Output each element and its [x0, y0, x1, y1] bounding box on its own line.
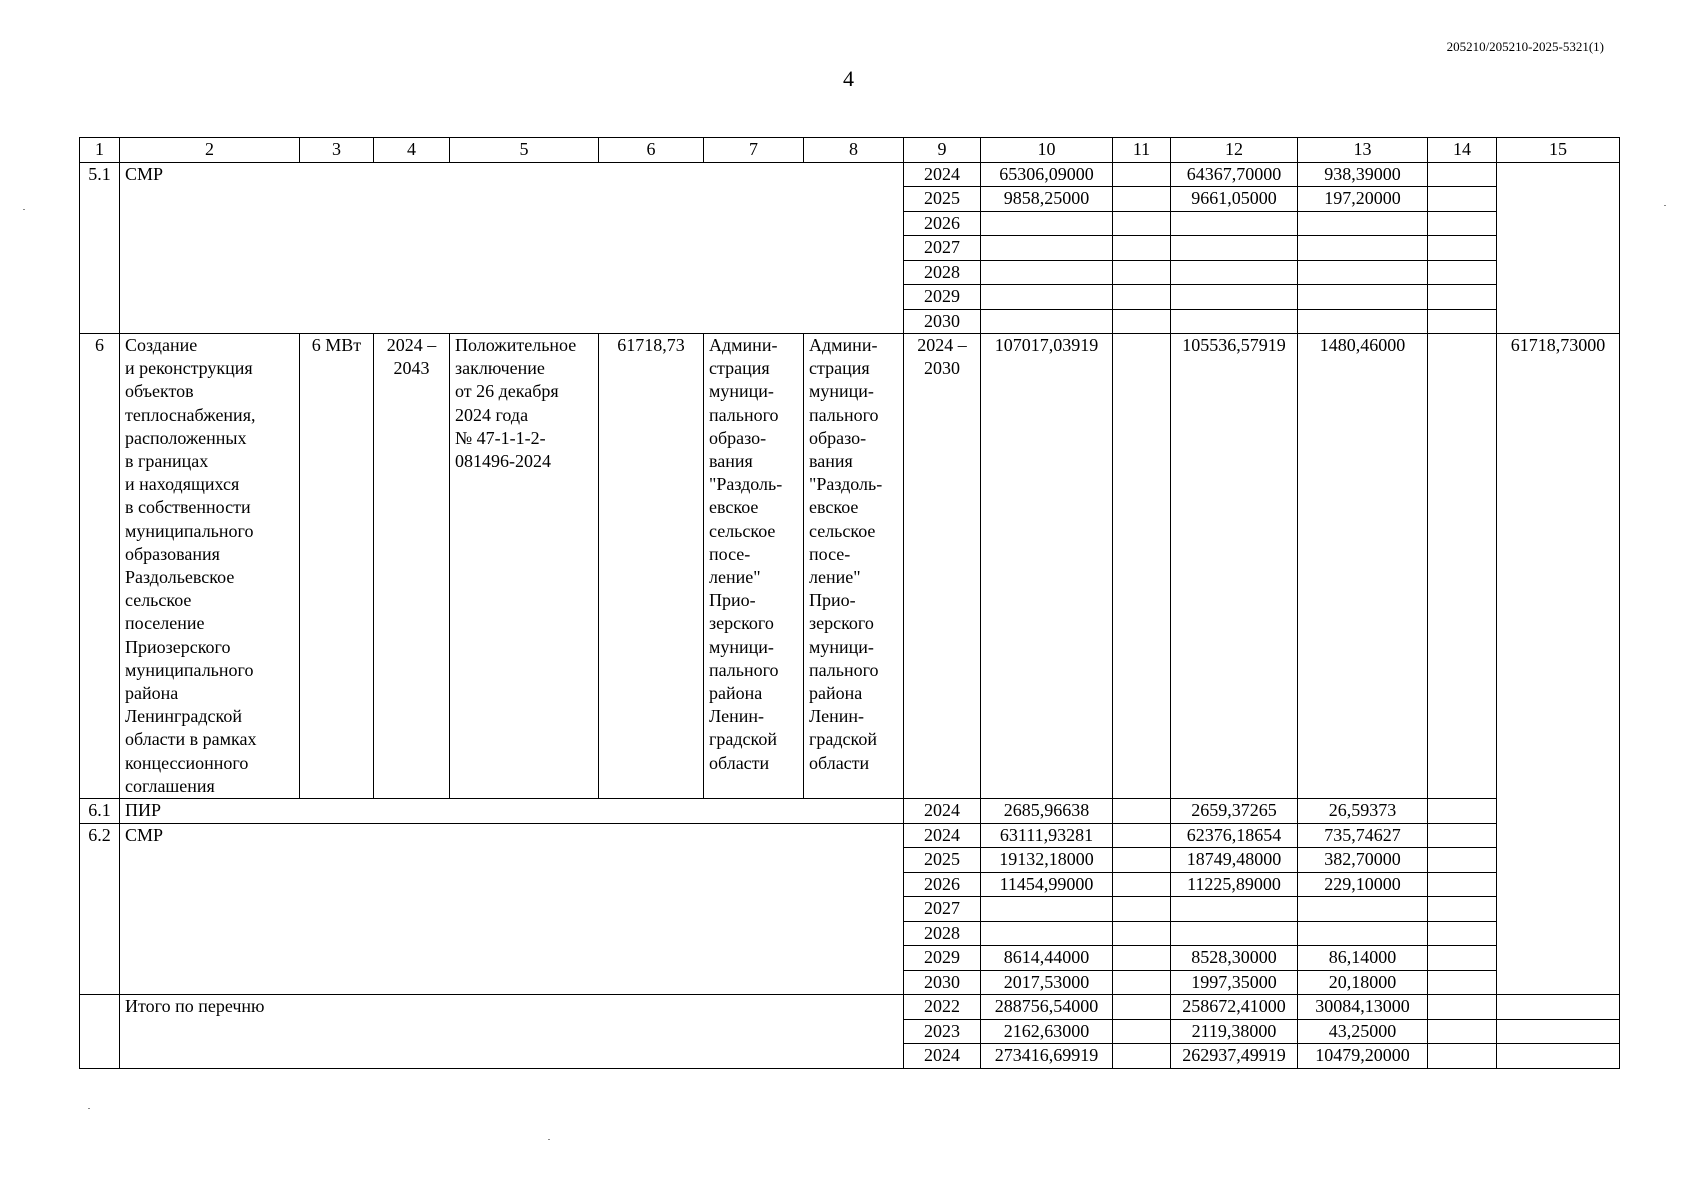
year-cell: 2022: [904, 995, 981, 1020]
year-cell: 2025: [904, 187, 981, 212]
document-id: 205210/205210-2025-5321(1): [1446, 39, 1604, 54]
header-cell: 15: [1497, 138, 1620, 163]
value-cell: [1113, 162, 1171, 187]
value-cell: [1428, 236, 1497, 261]
text-line: муници-: [809, 381, 874, 402]
year-cell: 2029: [904, 285, 981, 310]
period-cell: [374, 334, 450, 799]
object-name: [120, 334, 300, 799]
value-cell: [1428, 872, 1497, 897]
year-cell: 2024: [904, 162, 981, 187]
value-cell: [1171, 211, 1298, 236]
value-cell: 2659,37265: [1171, 799, 1298, 824]
value-cell: [1428, 162, 1497, 187]
year-cell: 2026: [904, 211, 981, 236]
header-cell: 4: [374, 138, 450, 163]
header-cell: 10: [981, 138, 1113, 163]
header-row: [80, 138, 1620, 163]
text-line: от 26 декабря: [455, 381, 559, 402]
value-cell: [1428, 334, 1497, 799]
value-cell: [1113, 309, 1171, 334]
text-line: градской: [809, 729, 877, 750]
subsection-row: [80, 162, 1620, 187]
row-label: СМР: [120, 823, 904, 995]
value-cell: 61718,73000: [1497, 334, 1620, 995]
main-row: [80, 334, 1620, 799]
value-cell: [1171, 236, 1298, 261]
header-cell: 2: [120, 138, 300, 163]
value-cell: [1113, 285, 1171, 310]
text-line: образования: [125, 543, 220, 564]
total-cell: 288756,54000: [981, 995, 1113, 1020]
value-cell: 382,70000: [1298, 848, 1428, 873]
conclusion-cell: [450, 334, 599, 799]
header-cell: 11: [1113, 138, 1171, 163]
text-line: сельское: [709, 520, 776, 541]
scan-speck: [23, 209, 25, 210]
value-cell: 1997,35000: [1171, 970, 1298, 995]
value-cell: [1428, 187, 1497, 212]
value-cell: [1428, 285, 1497, 310]
year-cell: 2027: [904, 897, 981, 922]
value-cell: 10479,20000: [1298, 1044, 1428, 1069]
text-line: страция: [809, 358, 870, 379]
total-cell: 2017,53000: [981, 970, 1113, 995]
total-cell: [981, 309, 1113, 334]
text-line: района: [709, 683, 763, 704]
total-cell: 9858,25000: [981, 187, 1113, 212]
value-cell: [1298, 285, 1428, 310]
year-cell: 2028: [904, 921, 981, 946]
value-cell: 20,18000: [1298, 970, 1428, 995]
value-cell: [1428, 897, 1497, 922]
text-line: области: [709, 752, 770, 773]
value-cell: [1428, 921, 1497, 946]
total-cell: [981, 260, 1113, 285]
text-line: Ленин-: [809, 706, 864, 727]
row-label: ПИР: [120, 799, 904, 824]
scan-speck: [88, 1108, 90, 1109]
text-line: зерского: [809, 613, 874, 634]
text-line: 2030: [924, 358, 960, 379]
value-cell: [1113, 260, 1171, 285]
row-number: 5.1: [80, 162, 120, 334]
value-cell: [1113, 1019, 1171, 1044]
row-number: [80, 995, 120, 1069]
text-line: расположенных: [125, 427, 247, 448]
developer-cell: [804, 334, 904, 799]
text-line: района: [125, 683, 179, 704]
customer-cell: [704, 334, 804, 799]
value-cell: 8528,30000: [1171, 946, 1298, 971]
row-label: СМР: [120, 162, 904, 334]
value-cell: [1113, 946, 1171, 971]
value-cell: 86,14000: [1298, 946, 1428, 971]
text-line: евское: [709, 497, 759, 518]
text-line: теплоснабжения,: [125, 404, 256, 425]
row-number: 6: [80, 334, 120, 799]
value-cell: [1428, 309, 1497, 334]
value-cell: [1113, 897, 1171, 922]
text-line: 081496-2024: [455, 451, 551, 472]
text-line: посе-: [809, 543, 851, 564]
header-cell: 7: [704, 138, 804, 163]
year-cell: 2023: [904, 1019, 981, 1044]
value-cell: [1113, 236, 1171, 261]
value-cell: [1298, 260, 1428, 285]
value-cell: 1480,46000: [1298, 334, 1428, 799]
header-cell: 9: [904, 138, 981, 163]
total-cell: [981, 921, 1113, 946]
value-cell: 9661,05000: [1171, 187, 1298, 212]
text-line: Ленинградской: [125, 706, 242, 727]
header-cell: 3: [300, 138, 374, 163]
text-line: объектов: [125, 381, 194, 402]
text-line: соглашения: [125, 775, 215, 796]
text-line: градской: [709, 729, 777, 750]
subsection-row: [80, 823, 1620, 848]
total-cell: 2162,63000: [981, 1019, 1113, 1044]
value-cell: [1171, 260, 1298, 285]
year-cell: 2025: [904, 848, 981, 873]
text-line: Приозерского: [125, 636, 231, 657]
value-cell: [1428, 799, 1497, 824]
value-cell: [1113, 211, 1171, 236]
value-cell: 43,25000: [1298, 1019, 1428, 1044]
text-line: евское: [809, 497, 859, 518]
value-cell: [1113, 334, 1171, 799]
value-cell: [1428, 211, 1497, 236]
value-cell: 229,10000: [1298, 872, 1428, 897]
total-cell: [981, 236, 1113, 261]
text-line: 2024 года: [455, 404, 529, 425]
value-cell: 18749,48000: [1171, 848, 1298, 873]
text-line: концессионного: [125, 752, 249, 773]
value-cell: 258672,41000: [1171, 995, 1298, 1020]
value-cell: 64367,70000: [1171, 162, 1298, 187]
value-cell: 262937,49919: [1171, 1044, 1298, 1069]
text-line: Админи-: [709, 335, 778, 355]
value-cell: [1428, 970, 1497, 995]
value-cell: [1171, 897, 1298, 922]
row-number: 6.2: [80, 823, 120, 995]
text-line: муници-: [809, 636, 874, 657]
value-cell: [1113, 970, 1171, 995]
total-label: Итого по перечню: [120, 995, 904, 1069]
year-cell: 2029: [904, 946, 981, 971]
subsection-row: [80, 799, 1620, 824]
text-line: заключение: [455, 358, 545, 379]
year-cell: 2024: [904, 823, 981, 848]
year-cell: 2024: [904, 799, 981, 824]
text-line: и находящихся: [125, 474, 240, 495]
value-cell: [1428, 946, 1497, 971]
scan-speck: [1664, 205, 1666, 206]
value-cell: [1298, 309, 1428, 334]
text-line: области в рамках: [125, 729, 257, 750]
text-line: Раздольевское: [125, 567, 235, 588]
text-line: страция: [709, 358, 770, 379]
text-line: пального: [709, 659, 779, 680]
value-cell: 735,74627: [1298, 823, 1428, 848]
text-line: Создание: [125, 335, 198, 355]
header-cell: 14: [1428, 138, 1497, 163]
text-line: сельское: [809, 520, 876, 541]
year-cell: 2030: [904, 309, 981, 334]
value-cell: [1298, 236, 1428, 261]
page-number: 4: [843, 66, 854, 91]
text-line: муници-: [709, 381, 774, 402]
value-cell: [1113, 799, 1171, 824]
value-cell: [1428, 1019, 1497, 1044]
value-cell: 30084,13000: [1298, 995, 1428, 1020]
text-line: посе-: [709, 543, 751, 564]
text-line: муниципального: [125, 659, 254, 680]
value-cell: [1113, 848, 1171, 873]
year-cell: 2024: [904, 1044, 981, 1069]
text-line: 2024 –: [917, 335, 967, 355]
value-cell: [1171, 309, 1298, 334]
header-cell: 5: [450, 138, 599, 163]
text-line: Прио-: [809, 590, 856, 611]
text-line: в границах: [125, 451, 209, 472]
years-cell: [904, 334, 981, 799]
text-line: Админи-: [809, 335, 878, 355]
total-cell: 273416,69919: [981, 1044, 1113, 1069]
total-cell: 107017,03919: [981, 334, 1113, 799]
value-cell: [1497, 162, 1620, 334]
text-line: пального: [809, 659, 879, 680]
total-cell: 65306,09000: [981, 162, 1113, 187]
text-line: "Раздоль-: [709, 474, 783, 495]
total-cell: [981, 897, 1113, 922]
text-line: муници-: [709, 636, 774, 657]
header-cell: 8: [804, 138, 904, 163]
text-line: в собственности: [125, 497, 251, 518]
text-line: пального: [709, 404, 779, 425]
value-cell: [1113, 823, 1171, 848]
text-line: района: [809, 683, 863, 704]
text-line: области: [809, 752, 870, 773]
value-cell: [1428, 823, 1497, 848]
year-cell: 2026: [904, 872, 981, 897]
value-cell: [1428, 995, 1497, 1020]
text-line: зерского: [709, 613, 774, 634]
text-line: пального: [809, 404, 879, 425]
text-line: и реконструкция: [125, 358, 253, 379]
text-line: вания: [709, 451, 753, 472]
investment-table: [79, 137, 1620, 1069]
text-line: образо-: [709, 427, 767, 448]
value-cell: [1171, 921, 1298, 946]
year-cell: 2027: [904, 236, 981, 261]
value-cell: [1298, 921, 1428, 946]
value-cell: 26,59373: [1298, 799, 1428, 824]
text-line: Положительное: [455, 335, 577, 355]
total-cell: [981, 285, 1113, 310]
value-cell: [1428, 1044, 1497, 1069]
value-cell: [1113, 995, 1171, 1020]
value-cell: [1298, 897, 1428, 922]
value-cell: [1497, 1019, 1620, 1044]
text-line: Прио-: [709, 590, 756, 611]
header-cell: 12: [1171, 138, 1298, 163]
text-line: вания: [809, 451, 853, 472]
value-cell: [1113, 187, 1171, 212]
capacity-cell: 6 МВт: [300, 334, 374, 799]
text-line: поселение: [125, 613, 205, 634]
total-cell: 2685,96638: [981, 799, 1113, 824]
scan-speck: [548, 1139, 550, 1140]
value-cell: [1113, 1044, 1171, 1069]
value-cell: [1298, 211, 1428, 236]
total-cell: 11454,99000: [981, 872, 1113, 897]
value-cell: [1428, 260, 1497, 285]
cost-cell: 61718,73: [599, 334, 704, 799]
value-cell: [1497, 1044, 1620, 1069]
text-line: № 47-1-1-2-: [455, 427, 546, 448]
text-line: сельское: [125, 590, 192, 611]
text-line: 2043: [393, 358, 430, 379]
total-row: [80, 995, 1620, 1020]
year-cell: 2028: [904, 260, 981, 285]
value-cell: 2119,38000: [1171, 1019, 1298, 1044]
header-cell: 1: [80, 138, 120, 163]
value-cell: 938,39000: [1298, 162, 1428, 187]
value-cell: 11225,89000: [1171, 872, 1298, 897]
row-number: 6.1: [80, 799, 120, 824]
value-cell: [1113, 921, 1171, 946]
text-line: ление": [809, 567, 861, 588]
value-cell: 105536,57919: [1171, 334, 1298, 799]
text-line: ление": [709, 567, 761, 588]
value-cell: [1113, 872, 1171, 897]
total-cell: [981, 211, 1113, 236]
value-cell: [1497, 995, 1620, 1020]
value-cell: 62376,18654: [1171, 823, 1298, 848]
value-cell: [1171, 285, 1298, 310]
header-cell: 13: [1298, 138, 1428, 163]
text-line: муниципального: [125, 520, 254, 541]
total-cell: 63111,93281: [981, 823, 1113, 848]
total-cell: 19132,18000: [981, 848, 1113, 873]
header-cell: 6: [599, 138, 704, 163]
text-line: 2024 –: [386, 335, 437, 355]
value-cell: [1428, 848, 1497, 873]
text-line: Ленин-: [709, 706, 764, 727]
text-line: "Раздоль-: [809, 474, 883, 495]
year-cell: 2030: [904, 970, 981, 995]
text-line: образо-: [809, 427, 867, 448]
total-cell: 8614,44000: [981, 946, 1113, 971]
value-cell: 197,20000: [1298, 187, 1428, 212]
